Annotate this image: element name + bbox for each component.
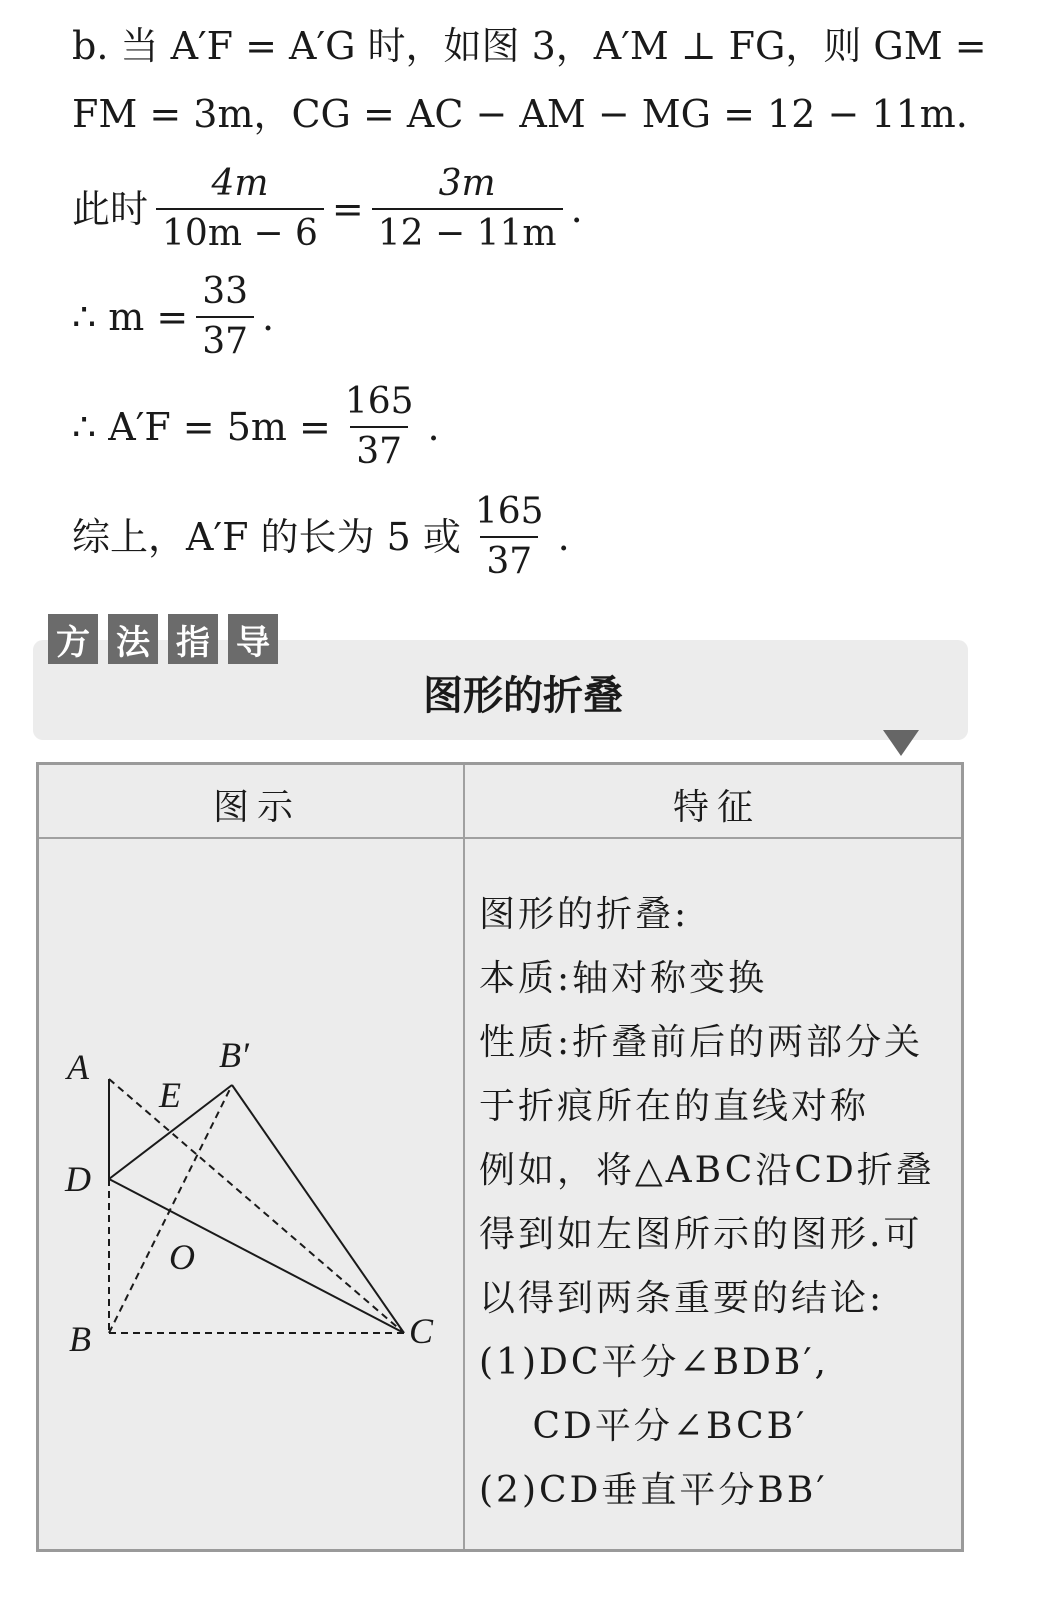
feature-line-8: (1)DC平分∠BDB′,	[479, 1342, 829, 1383]
line4-prefix: ∴ m =	[72, 295, 189, 339]
feature-line-1: 图形的折叠:	[479, 894, 690, 935]
label-C: C	[409, 1311, 434, 1351]
fraction-denominator: 37	[196, 316, 254, 366]
feature-line-4: 于折痕所在的直线对称	[479, 1086, 870, 1127]
feature-line-9: CD平分∠BCB′	[479, 1406, 808, 1447]
badge-dao: 导	[228, 614, 278, 664]
solution-line-1: b. 当 A′F = A′G 时，如图 3，A′M ⊥ FG，则 GM =	[72, 24, 987, 68]
label-B-prime: B′	[219, 1035, 249, 1075]
line6-prefix: 综上，A′F 的长为 5 或	[72, 515, 461, 559]
banner-title: 图形的折叠	[423, 673, 623, 719]
fraction-numerator: 33	[202, 271, 249, 312]
fraction-numerator: 4m	[211, 163, 269, 204]
method-guide-badges	[48, 614, 278, 664]
fraction-165-over-37-final	[469, 488, 550, 586]
label-B: B	[69, 1319, 91, 1359]
equals-sign: =	[331, 187, 364, 231]
solution-line-6	[72, 488, 570, 586]
label-D: D	[65, 1159, 91, 1199]
solution-line-4	[72, 268, 274, 366]
badge-zhi: 指	[168, 614, 218, 664]
fraction-denominator: 37	[350, 426, 408, 476]
feature-line-2: 本质:轴对称变换	[479, 958, 768, 999]
label-A: A	[67, 1047, 89, 1087]
segment-AC	[109, 1079, 404, 1333]
line5-suffix: .	[427, 405, 440, 449]
badge-fang: 方	[48, 614, 98, 664]
header-features: 特征	[673, 787, 762, 828]
solution-line-2: FM = 3m，CG = AC − AM − MG = 12 − 11m.	[72, 92, 968, 136]
folding-table	[36, 762, 964, 1552]
badge-fa: 法	[108, 614, 158, 664]
label-O: O	[169, 1237, 195, 1277]
feature-line-6: 得到如左图所示的图形.可	[479, 1214, 923, 1255]
label-E: E	[159, 1075, 181, 1115]
column-divider	[463, 765, 465, 1549]
folding-diagram	[39, 839, 463, 1549]
fraction-numerator: 165	[344, 381, 414, 422]
line4-suffix: .	[262, 295, 275, 339]
fraction-denominator: 12 − 11m	[372, 208, 563, 258]
fraction-numerator: 165	[474, 491, 544, 532]
feature-line-7: 以得到两条重要的结论:	[479, 1278, 885, 1319]
features-text	[479, 883, 935, 1523]
triangle-down-icon	[883, 730, 919, 756]
feature-line-5: 例如，将△ABC沿CD折叠	[479, 1150, 935, 1191]
solution-line-3	[72, 160, 583, 258]
fraction-33-over-37	[196, 268, 254, 366]
segment-BprimeC	[232, 1085, 404, 1333]
fraction-numerator: 3m	[438, 163, 496, 204]
line6-suffix: .	[557, 515, 570, 559]
header-diagram: 图示	[213, 787, 302, 828]
fraction-4m-over-10m-6	[156, 160, 324, 258]
feature-line-10: (2)CD垂直平分BB′	[479, 1470, 828, 1511]
fraction-165-over-37	[339, 378, 420, 476]
segment-DC	[109, 1179, 404, 1333]
line3-suffix: .	[570, 187, 583, 231]
feature-line-3: 性质:折叠前后的两部分关	[479, 1022, 924, 1063]
line5-prefix: ∴ A′F = 5m =	[72, 405, 331, 449]
fraction-denominator: 10m − 6	[156, 208, 324, 258]
fraction-denominator: 37	[480, 536, 538, 586]
line3-prefix: 此时	[72, 187, 149, 231]
fraction-3m-over-12-11m	[372, 160, 563, 258]
solution-line-5	[72, 378, 440, 476]
segment-BBprime	[109, 1085, 232, 1333]
